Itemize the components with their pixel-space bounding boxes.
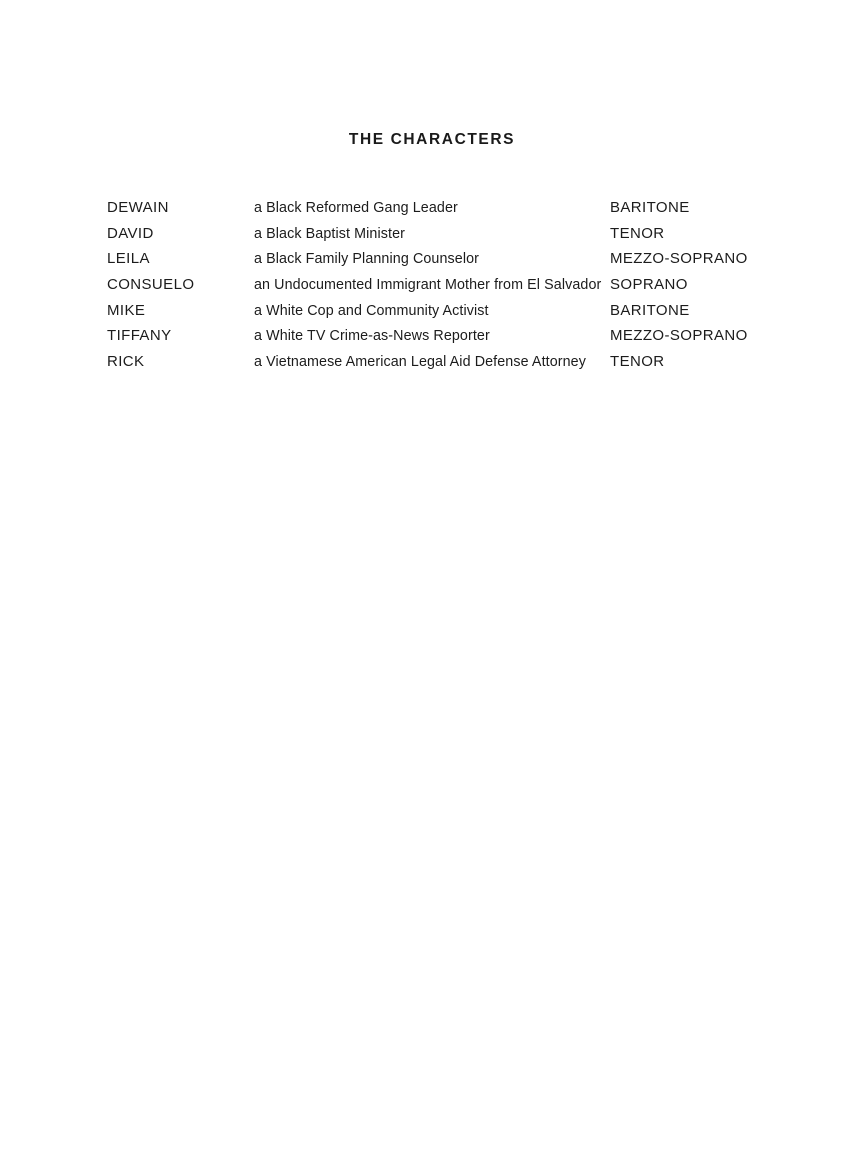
character-row [107,302,824,328]
character-row [107,199,824,225]
character-name: RICK [107,353,145,371]
page-title: THE CHARACTERS [348,131,516,148]
character-row [107,353,824,379]
character-voice-type: BARITONE [610,301,690,319]
character-voice-type: MEZZO-SOPRANO [610,250,748,268]
character-description: a Black Reformed Gang Leader [254,200,458,216]
character-description: a White TV Crime-as-News Reporter [254,328,490,345]
character-row [107,276,824,302]
character-name: DEWAIN [107,199,169,216]
character-name: MIKE [107,301,146,319]
character-row [107,225,824,251]
character-description: a Black Baptist Minister [254,225,405,242]
character-voice-type: TENOR [610,224,665,242]
character-voice-type: SOPRANO [610,276,688,294]
character-name: LEILA [107,250,150,268]
character-description: a Black Family Planning Counselor [254,251,480,268]
character-name: DAVID [107,224,154,242]
character-row [107,250,824,276]
character-description: an Undocumented Immigrant Mother from El Salvador [254,277,602,294]
character-voice-type: TENOR [610,353,665,371]
character-voice-type: BARITONE [610,199,690,216]
character-name: TIFFANY [107,327,172,345]
character-row [107,327,824,353]
character-description: a White Cop and Community Activist [254,302,489,319]
character-list [107,199,824,379]
character-name: CONSUELO [107,276,195,294]
character-voice-type: MEZZO-SOPRANO [610,327,748,345]
character-description: a Vietnamese American Legal Aid Defense Attorney [254,354,586,371]
